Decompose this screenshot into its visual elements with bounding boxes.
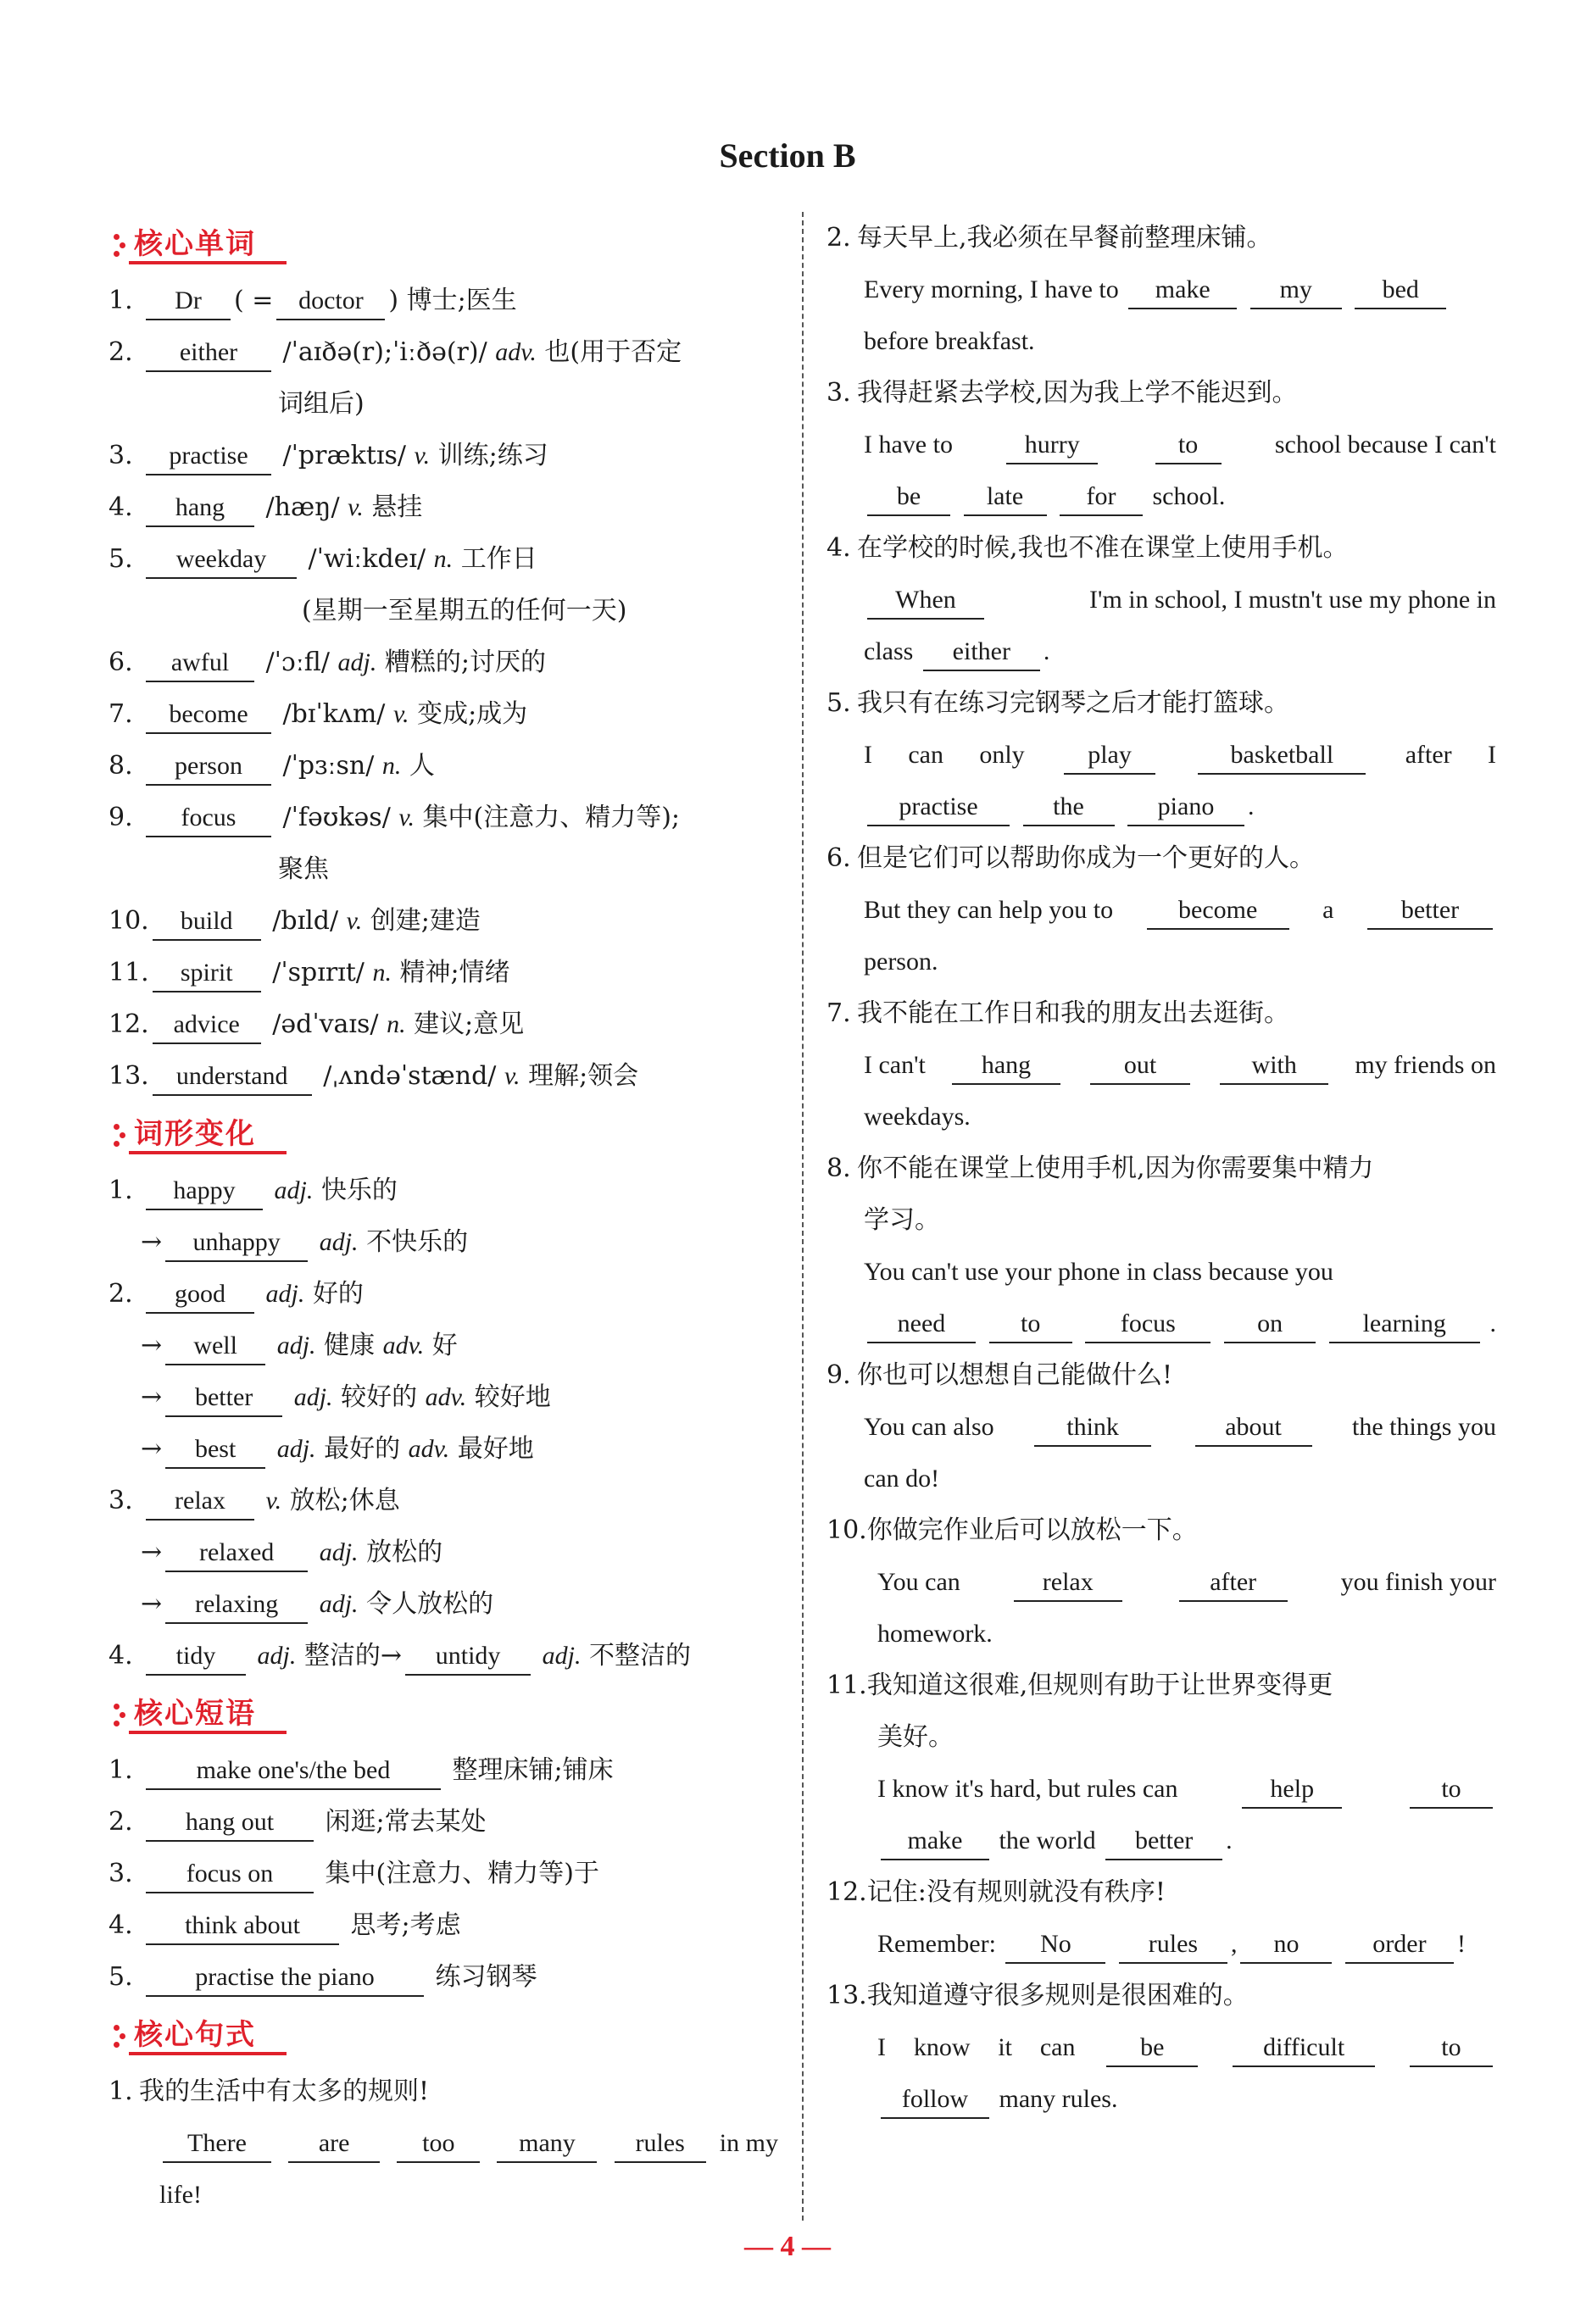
sentence-answer: I know it can be difficult to bbox=[826, 2021, 1496, 2073]
section-heading-vocab bbox=[109, 215, 778, 266]
sentence-prompt-continued: 美好。 bbox=[877, 1722, 954, 1752]
answer-blank: the bbox=[1023, 789, 1115, 826]
list-item-continued: 聚焦 bbox=[278, 854, 329, 884]
answer-blank: weekday bbox=[146, 542, 297, 579]
sentence-prompt: 9. 你也可以想想自己能做什么! bbox=[826, 1360, 1173, 1390]
sentence-answer: can do! bbox=[864, 1465, 940, 1493]
answer-blank: make bbox=[1128, 272, 1237, 309]
sentence-answer: I can't hang out with my friends on bbox=[826, 1039, 1496, 1091]
sentence-item bbox=[826, 832, 1496, 987]
answer-blank: person bbox=[146, 748, 271, 786]
answer-blank: focus bbox=[1085, 1306, 1210, 1343]
page-number: — 4 — bbox=[744, 2231, 831, 2262]
answer-blank: either bbox=[146, 335, 271, 372]
answer-blank: think bbox=[1034, 1409, 1151, 1447]
list-item: 3. relax v. 放松;休息 bbox=[109, 1475, 778, 1526]
answer-blank: practise the piano bbox=[146, 1960, 424, 1997]
answer-blank: focus on bbox=[146, 1856, 314, 1893]
list-item: 5. practise the piano 练习钢琴 bbox=[109, 1951, 778, 2003]
answer-blank: out bbox=[1090, 1048, 1190, 1085]
list-item-derived: → relaxed adj. 放松的 bbox=[109, 1526, 778, 1578]
answer-blank: to bbox=[1410, 2030, 1493, 2067]
sentence-prompt: 10.你做完作业后可以放松一下。 bbox=[826, 1515, 1198, 1545]
list-item: 1. make one's/the bed 整理床铺;铺床 bbox=[109, 1744, 778, 1796]
sentence-answer: You can relax after you finish your bbox=[826, 1556, 1496, 1608]
answer-blank: play bbox=[1064, 737, 1155, 775]
answer-blank: tidy bbox=[146, 1638, 246, 1676]
bullet-dots-icon bbox=[114, 2025, 127, 2050]
sentence-answer: You can't use your phone in class because you bbox=[864, 1258, 1333, 1286]
answer-blank: unhappy bbox=[165, 1225, 308, 1262]
sentence-answer: There are too many rules in my bbox=[109, 2117, 778, 2169]
sentence-answer: be late for school. bbox=[826, 470, 1496, 522]
sentence-item bbox=[826, 1866, 1496, 1970]
answer-blank: piano bbox=[1127, 789, 1244, 826]
answer-blank: understand bbox=[153, 1059, 312, 1096]
sentence-answer: person. bbox=[864, 948, 938, 976]
heading-text: 核心句式 bbox=[134, 2018, 256, 2052]
answer-blank: to bbox=[989, 1306, 1072, 1343]
list-item-derived: → well adj. 健康 adv. 好 bbox=[109, 1320, 778, 1371]
sentence-answer: weekdays. bbox=[864, 1103, 971, 1131]
list-item: 13. understand /ˌʌndəˈstænd/ v. 理解;领会 bbox=[109, 1050, 778, 1102]
answer-blank: untidy bbox=[405, 1638, 531, 1676]
answer-blank: make bbox=[881, 1823, 989, 1860]
list-item: 11. spirit /ˈspɪrɪt/ n. 精神;情绪 bbox=[109, 947, 778, 998]
sentence-item bbox=[826, 212, 1496, 367]
list-item: 5. weekday /ˈwiːkdeɪ/ n. 工作日 bbox=[109, 533, 778, 585]
sentence-answer: I know it's hard, but rules can help to bbox=[826, 1763, 1496, 1815]
sentence-answer: make the world better . bbox=[826, 1815, 1496, 1866]
heading-underline bbox=[129, 261, 287, 264]
sentence-item bbox=[826, 367, 1496, 522]
answer-blank: order bbox=[1345, 1926, 1454, 1964]
answer-blank: advice bbox=[153, 1007, 261, 1044]
list-item: 3. focus on 集中(注意力、精力等)于 bbox=[109, 1848, 778, 1899]
sentence-item bbox=[826, 677, 1496, 832]
sentence-answer: But they can help you to become a better bbox=[826, 884, 1496, 936]
sentence-answer: I can only play basketball after I bbox=[826, 729, 1496, 781]
answer-blank: rules bbox=[1119, 1926, 1227, 1964]
answer-blank: for bbox=[1060, 479, 1143, 516]
heading-text: 核心单词 bbox=[134, 227, 256, 261]
sentence-prompt: 1. 我的生活中有太多的规则! bbox=[109, 2077, 430, 2106]
sentence-item bbox=[826, 987, 1496, 1143]
sentence-answer: When I'm in school, I mustn't use my phone in bbox=[826, 574, 1496, 625]
list-item: 2. either /ˈaɪðə(r);ˈiːðə(r)/ adv. 也(用于否定 bbox=[109, 326, 778, 378]
sentence-prompt: 5. 我只有在练习完钢琴之后才能打篮球。 bbox=[826, 688, 1289, 718]
list-item-derived: → better adj. 较好的 adv. 较好地 bbox=[109, 1371, 778, 1423]
sentence-item bbox=[826, 1349, 1496, 1504]
heading-underline bbox=[129, 2052, 287, 2055]
answer-blank: basketball bbox=[1198, 737, 1366, 775]
arrow-icon: → bbox=[141, 1434, 163, 1464]
list-item-continued: 词组后) bbox=[278, 389, 365, 419]
sentence-answer: need to focus on learning . bbox=[826, 1298, 1496, 1349]
answer-blank: practise bbox=[867, 789, 1010, 826]
heading-text: 核心短语 bbox=[134, 1697, 256, 1731]
heading-underline bbox=[129, 1151, 287, 1154]
sentence-item bbox=[826, 1970, 1496, 2125]
answer-blank: need bbox=[867, 1306, 976, 1343]
answer-blank: about bbox=[1195, 1409, 1312, 1447]
sentence-answer: I have to hurry to school because I can't bbox=[826, 419, 1496, 470]
answer-blank: follow bbox=[881, 2082, 989, 2119]
list-item-derived: → best adj. 最好的 adv. 最好地 bbox=[109, 1423, 778, 1475]
answer-blank: after bbox=[1179, 1565, 1288, 1602]
answer-blank: spirit bbox=[153, 955, 261, 992]
sentence-answer: Remember: No rules , no order ! bbox=[826, 1918, 1496, 1970]
answer-blank: better bbox=[1367, 892, 1493, 930]
list-item: 7. become /bɪˈkʌm/ v. 变成;成为 bbox=[109, 688, 778, 740]
sentence-prompt: 11.我知道这很难,但规则有助于让世界变得更 bbox=[826, 1671, 1333, 1700]
list-item-derived: → unhappy adj. 不快乐的 bbox=[109, 1216, 778, 1268]
sentence-prompt: 8. 你不能在课堂上使用手机,因为你需要集中精力 bbox=[826, 1154, 1374, 1183]
right-column bbox=[826, 212, 1496, 2125]
sentence-item bbox=[826, 1660, 1496, 1866]
heading-text: 词形变化 bbox=[134, 1117, 256, 1151]
sentence-prompt: 13.我知道遵守很多规则是很困难的。 bbox=[826, 1981, 1249, 2010]
answer-blank: When bbox=[867, 582, 984, 620]
answer-blank: awful bbox=[146, 645, 254, 682]
sentence-item bbox=[826, 1143, 1496, 1349]
sentence-prompt: 7. 我不能在工作日和我的朋友出去逛街。 bbox=[826, 998, 1289, 1028]
answer-blank: better bbox=[165, 1380, 282, 1417]
answer-blank: happy bbox=[146, 1173, 263, 1210]
list-item: 4. hang /hæŋ/ v. 悬挂 bbox=[109, 481, 778, 533]
answer-blank: make one's/the bed bbox=[146, 1753, 441, 1790]
answer-blank: many bbox=[497, 2126, 597, 2163]
sentence-answer: class either . bbox=[826, 625, 1496, 677]
answer-blank: relaxed bbox=[165, 1535, 308, 1572]
sentence-prompt: 3. 我得赶紧去学校,因为我上学不能迟到。 bbox=[826, 378, 1298, 408]
section-heading-sentences bbox=[109, 2006, 778, 2057]
sentence-item bbox=[109, 2065, 778, 2221]
sentence-prompt-continued: 学习。 bbox=[864, 1205, 940, 1235]
arrow-icon: → bbox=[141, 1589, 163, 1619]
answer-blank: help bbox=[1242, 1771, 1342, 1809]
answer-blank: too bbox=[397, 2126, 480, 2163]
answer-blank: become bbox=[146, 697, 271, 734]
answer-blank: hang bbox=[146, 490, 254, 527]
answer-blank: relax bbox=[1014, 1565, 1122, 1602]
list-item: 8. person /ˈpɜːsn/ n. 人 bbox=[109, 740, 778, 792]
answer-blank: learning bbox=[1329, 1306, 1480, 1343]
answer-blank: hurry bbox=[1006, 427, 1098, 464]
answer-blank: late bbox=[964, 479, 1047, 516]
answer-blank: be bbox=[1106, 2030, 1198, 2067]
answer-blank: think about bbox=[146, 1908, 339, 1945]
answer-blank: well bbox=[165, 1328, 265, 1365]
answer-blank: hang out bbox=[146, 1804, 314, 1842]
list-item: 4. think about 思考;考虑 bbox=[109, 1899, 778, 1951]
answer-blank: doctor bbox=[276, 283, 385, 320]
list-item: 2. good adj. 好的 bbox=[109, 1268, 778, 1320]
arrow-icon: → bbox=[141, 1537, 163, 1567]
answer-blank: better bbox=[1105, 1823, 1222, 1860]
arrow-icon: → bbox=[141, 1382, 163, 1412]
list-item: 10. build /bɪld/ v. 创建;建造 bbox=[109, 895, 778, 947]
sentence-answer: homework. bbox=[877, 1620, 993, 1648]
answer-blank: on bbox=[1224, 1306, 1316, 1343]
answer-blank: to bbox=[1155, 427, 1222, 464]
list-item: 2. hang out 闲逛;常去某处 bbox=[109, 1796, 778, 1848]
arrow-icon: → bbox=[141, 1227, 163, 1257]
sentence-answer: practise the piano . bbox=[826, 781, 1496, 832]
list-item: 12. advice /ədˈvaɪs/ n. 建议;意见 bbox=[109, 998, 778, 1050]
answer-blank: No bbox=[1005, 1926, 1105, 1964]
arrow-icon: → bbox=[141, 1331, 163, 1360]
sentence-answer: You can also think about the things you bbox=[826, 1401, 1496, 1453]
answer-blank: become bbox=[1147, 892, 1289, 930]
answer-blank: to bbox=[1410, 1771, 1493, 1809]
bullet-dots-icon bbox=[114, 1704, 127, 1729]
answer-blank: There bbox=[163, 2126, 271, 2163]
list-item-derived: → relaxing adj. 令人放松的 bbox=[109, 1578, 778, 1630]
list-item: 1. Dr ( = doctor ) 博士;医生 bbox=[109, 275, 778, 326]
section-heading-phrases bbox=[109, 1685, 778, 1736]
sentence-answer: follow many rules. bbox=[826, 2073, 1496, 2125]
answer-blank: with bbox=[1220, 1048, 1328, 1085]
answer-blank: are bbox=[288, 2126, 380, 2163]
heading-underline bbox=[129, 1731, 287, 1734]
sentence-prompt: 12.记住:没有规则就没有秩序! bbox=[826, 1877, 1166, 1907]
column-divider bbox=[802, 212, 804, 2221]
sentence-item bbox=[826, 1504, 1496, 1660]
answer-blank: Dr bbox=[146, 283, 231, 320]
sentence-item bbox=[826, 522, 1496, 677]
section-heading-forms bbox=[109, 1105, 778, 1156]
sentence-answer: Every morning, I have to make my bed bbox=[826, 264, 1496, 315]
sentence-prompt: 4. 在学校的时候,我也不准在课堂上使用手机。 bbox=[826, 533, 1349, 563]
answer-blank: hang bbox=[952, 1048, 1060, 1085]
sentence-prompt: 2. 每天早上,我必须在早餐前整理床铺。 bbox=[826, 223, 1272, 253]
answer-blank: practise bbox=[146, 438, 271, 475]
bullet-dots-icon bbox=[114, 1124, 127, 1149]
sentence-prompt: 6. 但是它们可以帮助你成为一个更好的人。 bbox=[826, 843, 1315, 873]
answer-blank: best bbox=[165, 1432, 265, 1469]
answer-blank: relax bbox=[146, 1483, 254, 1521]
sentence-answer: before breakfast. bbox=[864, 327, 1035, 355]
vocab-list bbox=[109, 275, 778, 1102]
list-item: 4. tidy adj. 整洁的→ untidy adj. 不整洁的 bbox=[109, 1630, 778, 1682]
page-title: Section B bbox=[719, 136, 856, 175]
answer-blank: relaxing bbox=[165, 1587, 308, 1624]
answer-blank: my bbox=[1250, 272, 1342, 309]
forms-list bbox=[109, 1165, 778, 1682]
answer-blank: be bbox=[867, 479, 950, 516]
answer-blank: either bbox=[923, 634, 1040, 671]
answer-blank: build bbox=[153, 903, 261, 941]
answer-blank: focus bbox=[146, 800, 271, 837]
answer-blank: good bbox=[146, 1276, 254, 1314]
answer-blank: rules bbox=[615, 2126, 706, 2163]
list-item: 9. focus /ˈfəʊkəs/ v. 集中(注意力、精力等); bbox=[109, 792, 778, 843]
list-item-continued: (星期一至星期五的任何一天) bbox=[302, 596, 627, 625]
bullet-dots-icon bbox=[114, 234, 127, 259]
sentence-answer: life! bbox=[159, 2181, 202, 2209]
list-item: 6. awful /ˈɔːfl/ adj. 糟糕的;讨厌的 bbox=[109, 637, 778, 688]
left-column bbox=[109, 212, 778, 2221]
answer-blank: bed bbox=[1355, 272, 1446, 309]
phrases-list bbox=[109, 1744, 778, 2003]
answer-blank: difficult bbox=[1233, 2030, 1375, 2067]
list-item: 3. practise /ˈpræktɪs/ v. 训练;练习 bbox=[109, 430, 778, 481]
answer-blank: no bbox=[1240, 1926, 1332, 1964]
list-item: 1. happy adj. 快乐的 bbox=[109, 1165, 778, 1216]
